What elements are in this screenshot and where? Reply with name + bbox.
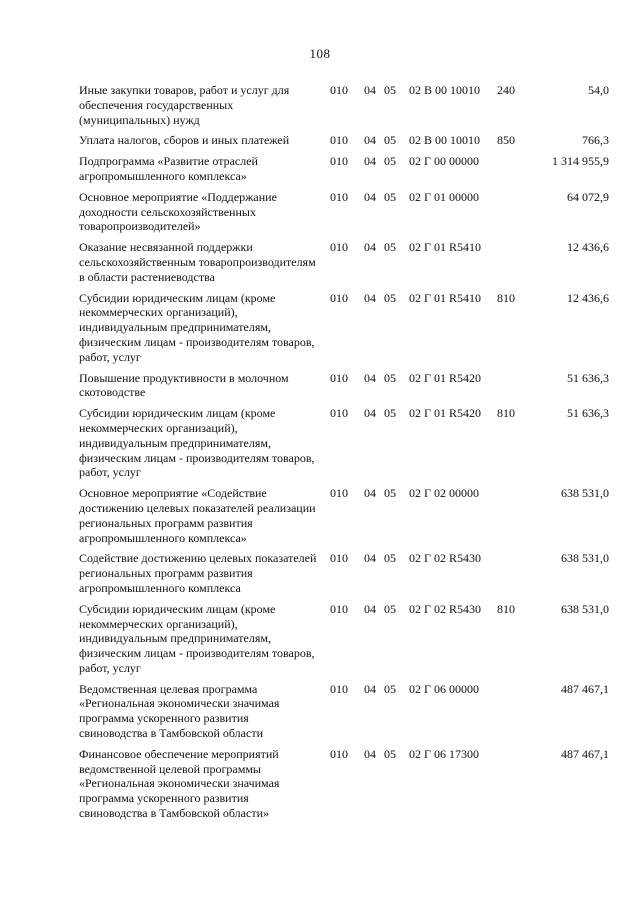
section-code: 04 (364, 240, 376, 255)
ministry-code: 010 (330, 551, 348, 566)
expense-type-code: 240 (497, 83, 515, 97)
table-row (79, 240, 609, 284)
table-row (79, 682, 609, 741)
expense-type-code: 850 (497, 133, 515, 148)
section-code: 04 (364, 406, 376, 421)
ministry-code: 010 (330, 189, 348, 204)
amount: 1 314 955,9 (552, 154, 609, 169)
expense-name: Ведомственная целевая программа «Региональная экономически значимая программа ускоренного развития свиноводства в Тамбовской области (79, 681, 280, 741)
amount: 638 531,0 (561, 551, 609, 566)
expense-name: Основное мероприятие «Содействие достижению целевых показателей реализации региональных программ развития агропромышленного комплекса» (79, 486, 316, 545)
budget-table (79, 83, 609, 827)
amount: 54,0 (588, 83, 609, 97)
subsection-code: 05 (384, 133, 396, 148)
section-code: 04 (364, 290, 376, 305)
table-row (79, 133, 609, 148)
table-row (79, 154, 609, 184)
section-code: 04 (364, 551, 376, 566)
ministry-code: 010 (330, 240, 348, 255)
target-article-code: 02 Г 06 00000 (409, 681, 479, 696)
section-code: 04 (364, 154, 376, 169)
subsection-code: 05 (384, 240, 396, 255)
expense-name: Иные закупки товаров, работ и услуг для обеспечения государственных (муниципальных) нужд (79, 83, 290, 127)
table-row (79, 291, 609, 365)
target-article-code: 02 Г 01 R5420 (409, 406, 481, 421)
page-number: 108 (309, 46, 331, 61)
amount: 12 436,6 (567, 240, 609, 255)
expense-name: Повышение продуктивности в молочном скотоводстве (79, 370, 289, 400)
ministry-code: 010 (330, 406, 348, 421)
table-row (79, 551, 609, 595)
amount: 638 531,0 (561, 486, 609, 501)
expense-name: Субсидии юридическим лицам (кроме некоммерческих организаций), индивидуальным предпринимателям, физическим лицам - производителям товаров, работ, услуг (79, 290, 315, 364)
ministry-code: 010 (330, 370, 348, 385)
subsection-code: 05 (384, 370, 396, 385)
subsection-code: 05 (384, 551, 396, 566)
ministry-code: 010 (330, 133, 348, 148)
expense-name: Основное мероприятие «Поддержание доходности сельскохозяйственных товаропроизводителей» (79, 189, 277, 234)
expense-name: Подпрограмма «Развитие отраслей агропромышленного комплекса» (79, 154, 258, 183)
subsection-code: 05 (384, 406, 396, 421)
subsection-code: 05 (384, 601, 396, 616)
expense-name: Субсидии юридическим лицам (кроме некоммерческих организаций), индивидуальным предпринимателям, физическим лицам - производителям товаров, работ, услуг (79, 406, 315, 480)
expense-type-code: 810 (497, 406, 515, 421)
section-code: 04 (364, 189, 376, 204)
section-code: 04 (364, 486, 376, 501)
target-article-code: 02 Г 01 R5420 (409, 370, 481, 385)
expense-name: Уплата налогов, сборов и иных платежей (79, 133, 290, 148)
expense-name: Субсидии юридическим лицам (кроме некоммерческих организаций), индивидуальным предпринимателям, физическим лицам - производителям товаров, работ, услуг (79, 601, 315, 675)
table-row (79, 602, 609, 676)
subsection-code: 05 (384, 189, 396, 204)
target-article-code: 02 Г 00 00000 (409, 154, 479, 169)
section-code: 04 (364, 133, 376, 148)
section-code: 04 (364, 681, 376, 696)
target-article-code: 02 Г 01 R5410 (409, 240, 481, 255)
expense-type-code: 810 (497, 290, 515, 305)
section-code: 04 (364, 370, 376, 385)
amount: 51 636,3 (567, 370, 609, 385)
amount: 64 072,9 (567, 189, 609, 204)
subsection-code: 05 (384, 746, 396, 761)
subsection-code: 05 (384, 681, 396, 696)
table-row (79, 406, 609, 480)
ministry-code: 010 (330, 746, 348, 761)
target-article-code: 02 Г 02 00000 (409, 486, 479, 501)
table-row (79, 747, 609, 821)
target-article-code: 02 Г 06 17300 (409, 746, 479, 761)
target-article-code: 02 Г 01 R5410 (409, 290, 481, 305)
ministry-code: 010 (330, 486, 348, 501)
ministry-code: 010 (330, 290, 348, 305)
section-code: 04 (364, 601, 376, 616)
expense-name: Оказание несвязанной поддержки сельскохозяйственным товаропроизводителям в области растениеводства (79, 240, 316, 284)
amount: 638 531,0 (561, 601, 609, 616)
target-article-code: 02 В 00 10010 (409, 133, 481, 148)
section-code: 04 (364, 83, 376, 97)
table-row (79, 190, 609, 234)
ministry-code: 010 (330, 154, 348, 169)
expense-name: Содействие достижению целевых показателей региональных программ развития агропромышленного комплекса (79, 551, 317, 595)
table-row (79, 486, 609, 545)
ministry-code: 010 (330, 681, 348, 696)
expense-name: Финансовое обеспечение мероприятий ведомственной целевой программы «Региональная экономически значимая программа ускоренного развития свиноводства в Тамбовской области» (79, 746, 280, 821)
amount: 766,3 (582, 133, 609, 148)
subsection-code: 05 (384, 83, 396, 97)
target-article-code: 02 В 00 10010 (409, 83, 481, 97)
target-article-code: 02 Г 02 R5430 (409, 551, 481, 566)
table-row (79, 83, 609, 127)
section-code: 04 (364, 746, 376, 761)
subsection-code: 05 (384, 154, 396, 169)
amount: 487 467,1 (561, 681, 609, 696)
subsection-code: 05 (384, 486, 396, 501)
target-article-code: 02 Г 02 R5430 (409, 601, 481, 616)
ministry-code: 010 (330, 83, 348, 97)
amount: 12 436,6 (567, 290, 609, 305)
target-article-code: 02 Г 01 00000 (409, 189, 479, 204)
expense-type-code: 810 (497, 601, 515, 616)
table-row (79, 371, 609, 401)
amount: 487 467,1 (561, 746, 609, 761)
amount: 51 636,3 (567, 406, 609, 421)
ministry-code: 010 (330, 601, 348, 616)
subsection-code: 05 (384, 290, 396, 305)
